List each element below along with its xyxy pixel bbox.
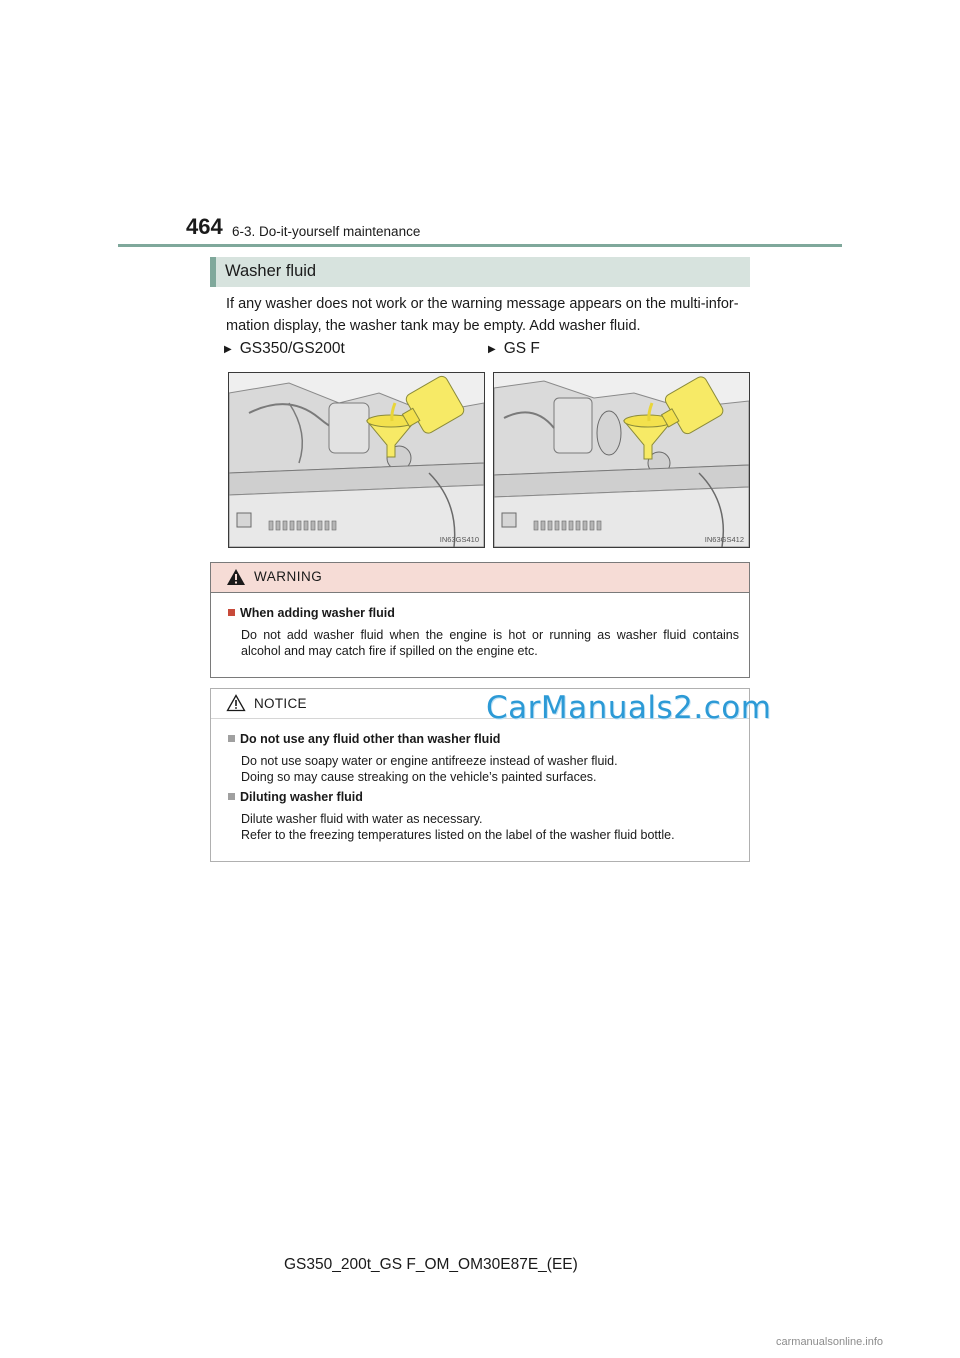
notice-body-line: Dilute washer fluid with water as necessary.	[241, 812, 483, 826]
gray-square-bullet-icon	[228, 793, 235, 800]
section-heading-text: Washer fluid	[225, 262, 317, 280]
model-label-gsf	[488, 340, 540, 358]
model-label-gs350	[224, 340, 345, 358]
figure-code: IN63GS410	[439, 535, 479, 544]
warning-label: WARNING	[254, 569, 323, 584]
section-heading	[210, 257, 750, 287]
section-title: 6-3. Do-it-yourself maintenance	[232, 224, 421, 239]
notice-body-line: Refer to the freezing temperatures listed on the label of the washer fluid bottle.	[241, 828, 675, 842]
watermark-logo: CarManuals2.com	[486, 690, 772, 726]
warning-item-title-text: When adding washer fluid	[240, 606, 395, 620]
notice-item-body	[241, 753, 739, 785]
figure-code: IN63GS412	[704, 535, 744, 544]
notice-triangle-icon	[226, 694, 246, 712]
engine-illustration-gs350	[228, 372, 485, 548]
footer-document-code: GS350_200t_GS F_OM_OM30E87E_(EE)	[284, 1256, 578, 1273]
engine-illustration-gsf	[493, 372, 750, 548]
notice-item-title-text: Diluting washer fluid	[240, 790, 363, 804]
notice-item-body	[241, 811, 739, 843]
header-divider	[118, 244, 842, 247]
page-number: 464	[186, 214, 223, 239]
notice-body-line: Do not use soapy water or engine antifreeze instead of washer fluid.	[241, 754, 618, 768]
warning-header	[211, 563, 749, 593]
gray-square-bullet-icon	[228, 735, 235, 742]
source-watermark: carmanualsonline.info	[776, 1336, 884, 1348]
red-square-bullet-icon	[228, 609, 235, 616]
model-label-text: GS350/GS200t	[239, 340, 345, 357]
warning-item-title	[228, 606, 395, 620]
notice-body-line: Doing so may cause streaking on the vehicle’s painted surfaces.	[241, 770, 597, 784]
warning-box	[210, 562, 750, 678]
notice-label: NOTICE	[254, 696, 307, 711]
heading-accent	[210, 257, 216, 287]
warning-triangle-icon	[226, 568, 246, 586]
model-label-text: GS F	[503, 340, 540, 357]
notice-item-title	[228, 790, 363, 804]
engine-bay-drawing	[229, 373, 484, 547]
warning-item-body: Do not add washer fluid when the engine is hot or running as washer fluid contains alcohol and may catch fire if spilled on the engine etc.	[241, 628, 739, 658]
intro-paragraph: If any washer does not work or the warning message appears on the multi-infor-mation display, the washer tank may be empty. Add washer fluid.	[226, 296, 739, 334]
notice-item-title	[228, 732, 500, 746]
notice-item-title-text: Do not use any fluid other than washer fluid	[240, 732, 501, 746]
triangle-right-icon: ▶	[488, 344, 496, 355]
triangle-right-icon: ▶	[224, 344, 232, 355]
engine-bay-drawing	[494, 373, 749, 547]
